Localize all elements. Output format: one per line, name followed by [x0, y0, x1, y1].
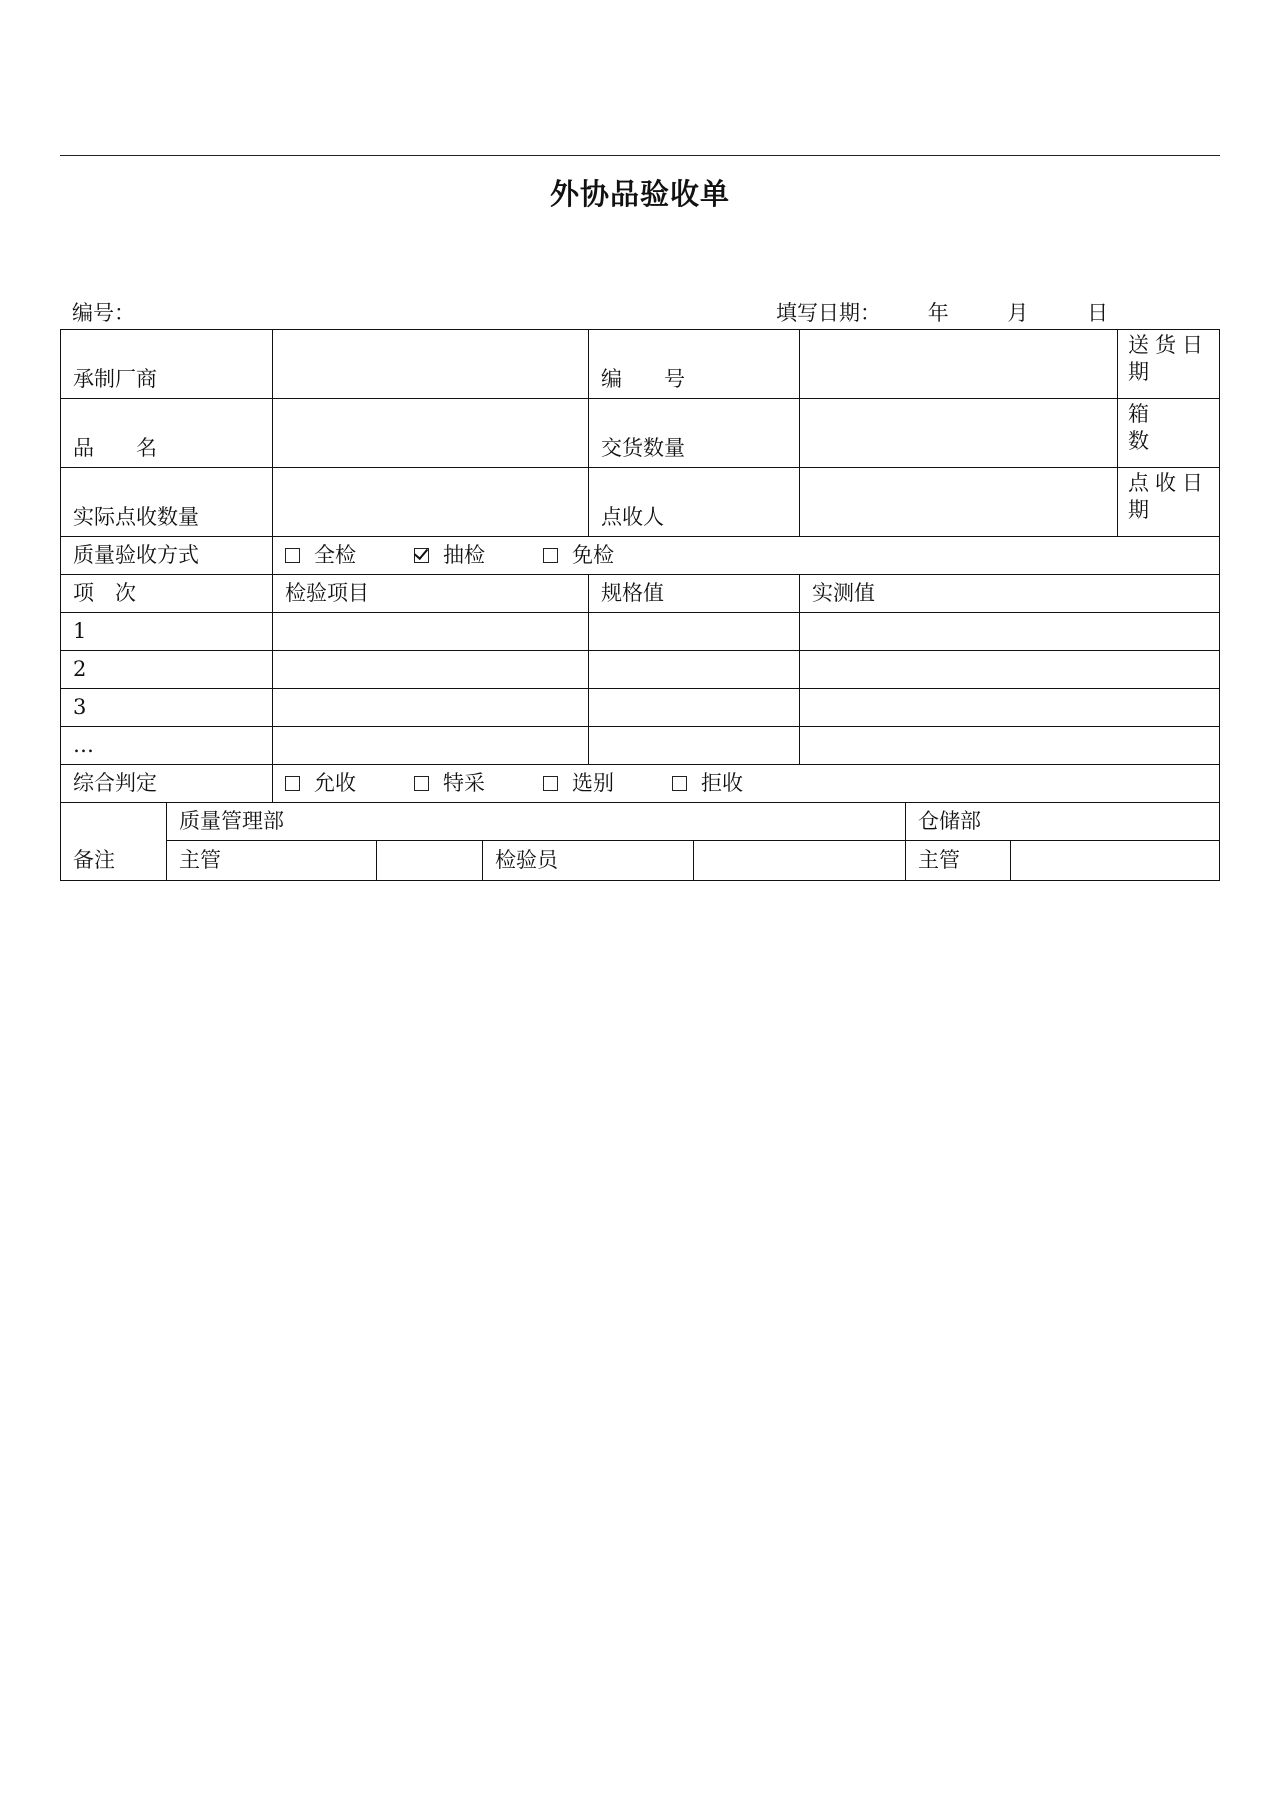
judgment-option-reject[interactable]	[672, 770, 743, 797]
judgment-option-accept[interactable]	[285, 770, 356, 797]
judgment-options	[272, 764, 1220, 804]
header-rule	[60, 155, 1220, 156]
header-spec-value-label: 规格值	[601, 581, 664, 606]
header-measured-value-label: 实测值	[812, 581, 875, 606]
quality-supervisor-label: 主管	[179, 847, 221, 872]
row-number: 1	[73, 619, 87, 644]
receipt-date-label-line1: 点收日	[1128, 471, 1209, 495]
actual-received-qty-label: 实际点收数量	[73, 504, 199, 529]
delivery-date-label-line1: 送货日	[1128, 333, 1209, 357]
checkbox-accept[interactable]	[285, 776, 300, 791]
delivery-qty-label: 交货数量	[601, 435, 685, 460]
table-row-no	[60, 612, 274, 652]
form-number-label: 编号：	[72, 301, 135, 325]
warehouse-supervisor-signature-cell[interactable]	[1010, 840, 1220, 881]
table-row-no	[60, 650, 274, 690]
table-cell-inspection-item[interactable]	[272, 688, 590, 728]
actual-received-qty-label-cell	[60, 467, 274, 538]
option-label: 选别	[572, 771, 614, 796]
table-cell-measured-value[interactable]	[799, 726, 1220, 766]
header-item-no-label: 项 次	[73, 581, 136, 606]
judgment-label: 综合判定	[73, 771, 157, 796]
code-label: 编 号	[601, 366, 685, 391]
table-cell-spec-value[interactable]	[588, 612, 801, 652]
product-name-value-cell[interactable]	[272, 398, 590, 469]
inspection-method-label-cell	[60, 536, 274, 576]
table-cell-inspection-item[interactable]	[272, 612, 590, 652]
header-item-no	[60, 574, 274, 614]
checkbox-sorting[interactable]	[543, 776, 558, 791]
checkbox-full-inspection[interactable]	[285, 548, 300, 563]
receiver-label: 点收人	[601, 504, 664, 529]
receipt-date-label-line2: 期	[1128, 498, 1155, 523]
date-year-label: 年	[927, 301, 949, 325]
fill-date	[776, 297, 1108, 327]
receiver-label-cell	[588, 467, 801, 538]
row-number: …	[73, 733, 94, 758]
inspection-option-full[interactable]	[285, 542, 356, 569]
remarks-label-cell	[60, 802, 168, 881]
table-cell-measured-value[interactable]	[799, 612, 1220, 652]
supplier-label-cell	[60, 329, 274, 400]
checkbox-reject[interactable]	[672, 776, 687, 791]
table-cell-spec-value[interactable]	[588, 688, 801, 728]
judgment-label-cell	[60, 764, 274, 804]
page-title: 外协品验收单	[549, 177, 730, 211]
inspection-method-options	[272, 536, 1220, 576]
warehouse-dept-label: 仓储部	[918, 809, 981, 834]
fill-date-label: 填写日期：	[776, 301, 881, 325]
option-label: 全检	[314, 543, 356, 568]
option-label: 抽检	[443, 543, 485, 568]
delivery-qty-value-cell[interactable]	[799, 398, 1119, 469]
inspection-option-exempt[interactable]	[543, 542, 614, 569]
delivery-date-label-line2: 期	[1128, 360, 1155, 385]
date-day-label: 日	[1087, 301, 1109, 325]
box-count-label-line2: 数	[1128, 429, 1155, 454]
checkbox-exempt-inspection[interactable]	[543, 548, 558, 563]
inspection-method-label: 质量验收方式	[73, 543, 199, 568]
box-count-label-line1: 箱	[1128, 402, 1155, 426]
option-label: 允收	[314, 771, 356, 796]
supplier-label: 承制厂商	[73, 366, 157, 391]
quality-supervisor-signature-cell[interactable]	[376, 840, 484, 881]
table-cell-measured-value[interactable]	[799, 650, 1220, 690]
header-inspection-item-label: 检验项目	[285, 581, 369, 606]
inspector-label-cell	[482, 840, 695, 881]
receipt-date-label-cell	[1117, 467, 1220, 538]
checkbox-sampling-inspection[interactable]	[414, 548, 429, 563]
option-label: 特采	[443, 771, 485, 796]
box-count-label-cell	[1117, 398, 1220, 469]
table-row-no	[60, 688, 274, 728]
code-label-cell	[588, 329, 801, 400]
delivery-date-label-cell	[1117, 329, 1220, 400]
quality-dept-header	[166, 802, 907, 842]
supplier-value-cell[interactable]	[272, 329, 590, 400]
row-number: 2	[73, 657, 87, 682]
code-value-cell[interactable]	[799, 329, 1119, 400]
table-cell-spec-value[interactable]	[588, 650, 801, 690]
quality-dept-label: 质量管理部	[179, 809, 284, 834]
remarks-label: 备注	[73, 847, 115, 872]
meta-row	[60, 295, 1220, 327]
row-number: 3	[73, 695, 87, 720]
checkbox-special-acceptance[interactable]	[414, 776, 429, 791]
inspector-label: 检验员	[495, 847, 558, 872]
header-spec-value	[588, 574, 801, 614]
inspection-option-sampling[interactable]	[414, 542, 485, 569]
warehouse-supervisor-label: 主管	[918, 847, 960, 872]
judgment-option-special-acceptance[interactable]	[414, 770, 485, 797]
receiver-value-cell[interactable]	[799, 467, 1119, 538]
table-cell-inspection-item[interactable]	[272, 726, 590, 766]
actual-received-qty-value-cell[interactable]	[272, 467, 590, 538]
header-measured-value	[799, 574, 1220, 614]
option-label: 拒收	[701, 771, 743, 796]
delivery-qty-label-cell	[588, 398, 801, 469]
table-cell-measured-value[interactable]	[799, 688, 1220, 728]
product-name-label-cell	[60, 398, 274, 469]
inspector-signature-cell[interactable]	[693, 840, 907, 881]
header-inspection-item	[272, 574, 590, 614]
date-month-label: 月	[1007, 301, 1029, 325]
warehouse-dept-header	[905, 802, 1220, 842]
product-name-label: 品 名	[73, 435, 157, 460]
table-cell-inspection-item[interactable]	[272, 650, 590, 690]
table-row-no	[60, 726, 274, 766]
warehouse-supervisor-label-cell	[905, 840, 1012, 881]
judgment-option-sorting[interactable]	[543, 770, 614, 797]
option-label: 免检	[572, 543, 614, 568]
quality-supervisor-label-cell	[166, 840, 378, 881]
table-cell-spec-value[interactable]	[588, 726, 801, 766]
